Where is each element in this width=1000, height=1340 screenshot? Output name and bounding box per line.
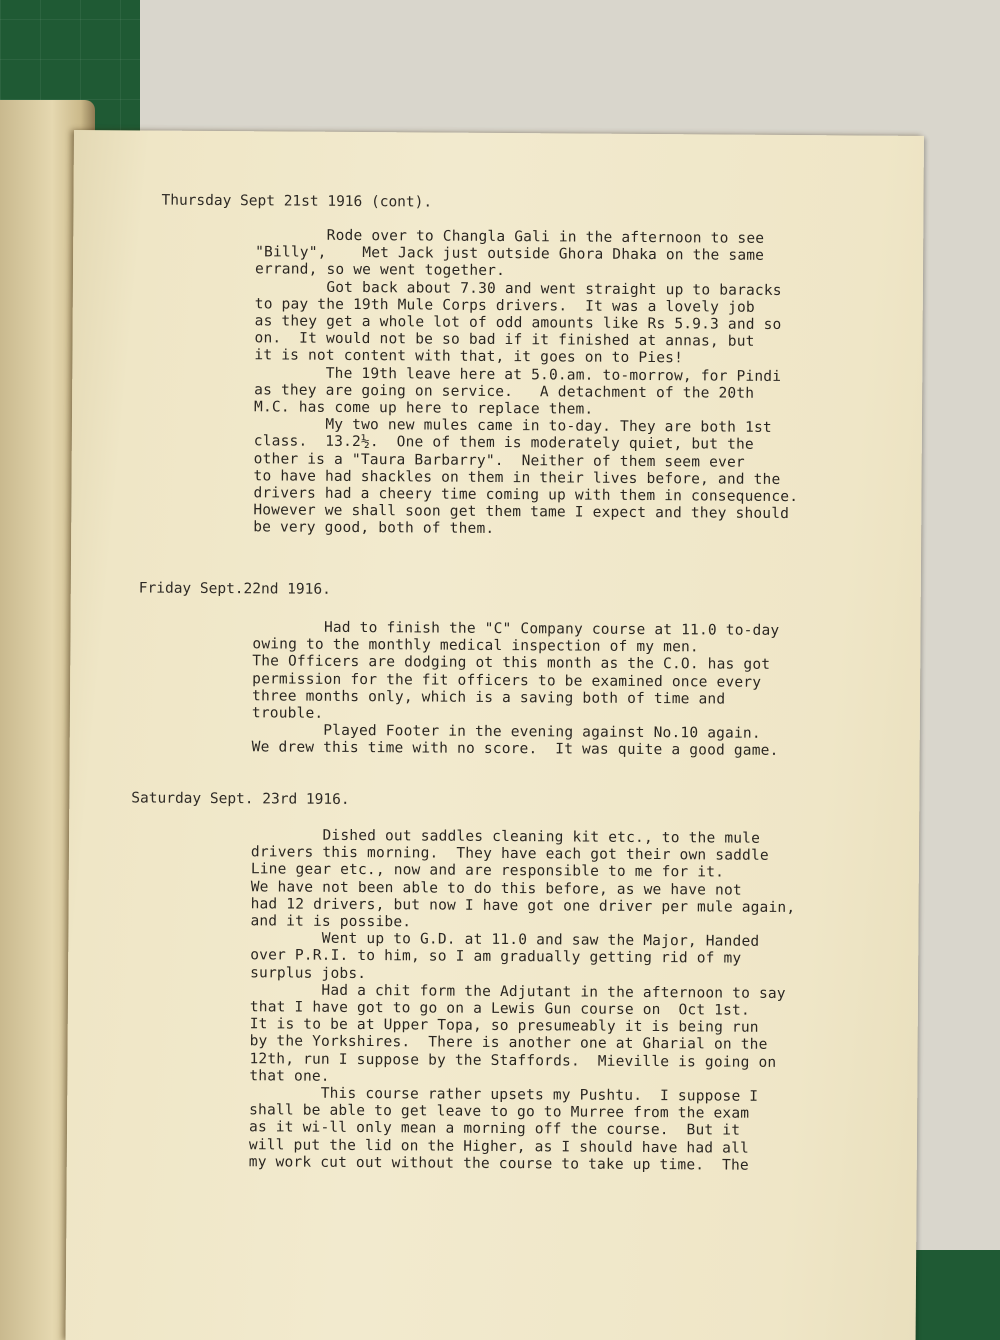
entry-body-friday: Had to finish the "C" Company course at 11.0 to-day owing to the monthly medical inspection of my men. The Officers are dodging ot this month as the C.O. has got permission for the fit officers to be examined once every three months only, which is a saving both of time and trouble. Played Footer in the evening against No.10 again. We drew this time with no score. It was quite a good game. xyxy=(251,619,780,760)
entry-heading-friday: Friday Sept.22nd 1916. xyxy=(138,580,331,598)
entry-heading-saturday: Saturday Sept. 23rd 1916. xyxy=(131,790,350,808)
entry-heading-thursday: Thursday Sept 21st 1916 (cont). xyxy=(161,192,433,211)
entry-body-thursday: Rode over to Changla Gali in the afternoon to see "Billy", Met Jack just outside Ghora Dhaka on the same errand, so we went together. Got back about 7.30 and went straight up to baracks to pay the 19th Mule Corps drivers. It was a lovely job as they get a whole lot of odd amounts like Rs 5.9.3 and so on. It would not be so bad if it finished at annas, but it is not content with that, it goes on to Pies! The 19th leave here at 5.0.am. to-morrow, for Pindi as they are going on service. A detachment of the 20th M.C. has come up here to replace them. My two new mules came in to-day. They are both 1st class. 13.2½. One of them is moderately quiet, but the other is a "Taura Barbarry". Neither of them seem ever to have had shackles on them in their lives before, and the drivers had a cheery time coming up with them in consequence. However we shall soon get them tame I expect and they should be very good, both of them. xyxy=(253,227,799,538)
diary-page xyxy=(66,130,924,1340)
entry-body-saturday: Dished out saddles cleaning kit etc., to the mule drivers this morning. They have each got their own saddle Line gear etc., now and are responsible to me for it. We have not been able to do this before, as we have not had 12 drivers, but now I have got one driver per mule again, and it is possibe. Went up to G.D. at 11.0 and saw the Major, Handed over P.R.I. to him, so I am gradually getting rid of my surplus jobs. Had a chit form the Adjutant in the afternoon to say that I have got to go on a Lewis Gun course on Oct 1st. It is to be at Upper Topa, so presumeably it is being run by the Yorkshires. There is another one at Gharial on the 12th, run I suppose by the Staffords. Mieville is going on that one. This course rather upsets my Pushtu. I suppose I shall be able to get leave to go to Murree from the exam as it wi-ll only mean a morning off the course. But it will put the lid on the Higher, as I should have had all my work cut out without the course to take up time. The xyxy=(248,827,796,1174)
